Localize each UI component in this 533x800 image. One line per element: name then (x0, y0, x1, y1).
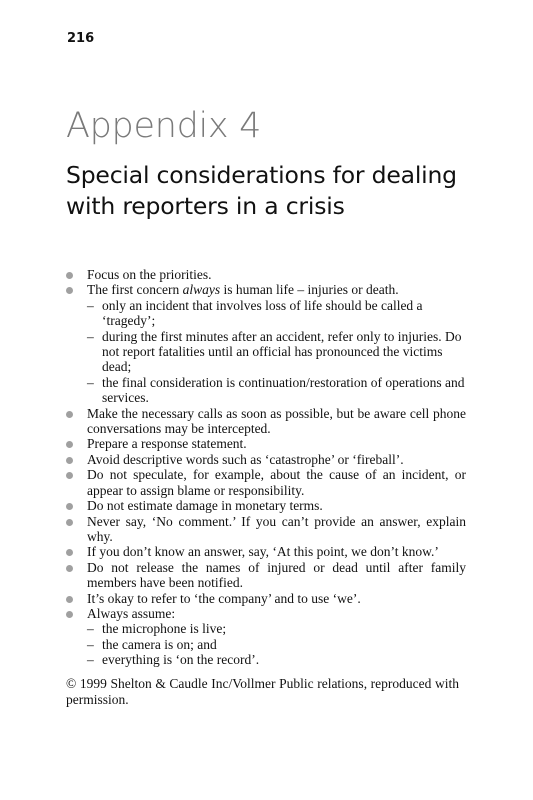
list-item (66, 452, 466, 467)
list-item-text: Never say, ‘No comment.’ If you can’t provide an answer, explain why. (87, 513, 466, 544)
list-item (66, 406, 466, 437)
list-item (66, 514, 466, 545)
bullet-icon (66, 272, 73, 279)
bullet-icon (66, 411, 73, 418)
list-item (66, 544, 466, 559)
list-item-text: Avoid descriptive words such as ‘catastrophe’ or ‘fireball’. (87, 451, 404, 467)
list-item-text: Do not release the names of injured or dead until after family members have been notified. (87, 559, 466, 591)
list-item-text: It’s okay to refer to ‘the company’ and to use ‘we’. (87, 590, 361, 606)
bullet-icon (66, 549, 73, 556)
dash-marker: – (87, 374, 94, 390)
emphasis: always (182, 282, 221, 298)
sub-list-item-text: during the first minutes after an accident, refer only to injuries. Do not report fatalities until an official has pronounced the victims dead; (102, 328, 462, 375)
list-item-text: If you don’t know an answer, say, ‘At this point, we don’t know.’ (87, 544, 439, 560)
list-item (66, 267, 466, 282)
chapter-title: Special considerations for dealing with reporters in a crisis (66, 161, 457, 220)
sub-list (87, 298, 466, 406)
bullet-icon (66, 519, 73, 526)
list-item (66, 282, 466, 405)
sub-list-item (87, 329, 466, 375)
list-item (66, 591, 466, 606)
page-number: 216 (67, 31, 95, 46)
list-item (66, 560, 466, 591)
dash-marker: – (87, 652, 94, 668)
list-item-text: Make the necessary calls as soon as possible, but be aware cell phone conversations may be intercepted. (87, 405, 466, 437)
sub-list-item (87, 298, 466, 329)
bullet-icon (66, 441, 73, 448)
list-item (66, 498, 466, 513)
list-item-text: Prepare a response statement. (87, 436, 247, 452)
bullet-icon (66, 457, 73, 464)
list-item (66, 467, 466, 498)
bullet-icon (66, 287, 73, 294)
list-item-text: The first concern always is human life – injuries or death. (87, 282, 399, 298)
bullet-icon (66, 472, 73, 479)
dash-marker: – (87, 328, 94, 344)
bullet-icon (66, 503, 73, 510)
sub-list-item-text: the final consideration is continuation/restoration of operations and services. (102, 374, 465, 406)
list-item-text: Focus on the priorities. (87, 267, 212, 282)
dash-marker: – (87, 297, 94, 313)
copyright-notice: © 1999 Shelton & Caudle Inc/Vollmer Public relations, reproduced with permission. (66, 676, 459, 707)
bullet-icon (66, 565, 73, 572)
sub-list-item-text: only an incident that involves loss of life should be called a ‘tragedy’; (102, 297, 423, 329)
sub-list-item-text: the microphone is live; (102, 621, 227, 637)
bullet-icon (66, 611, 73, 618)
sub-list-item (87, 652, 466, 667)
sub-list-item (87, 637, 466, 652)
list-item-text: Do not speculate, for example, about the cause of an incident, or appear to assign blame or responsibility. (87, 467, 466, 498)
appendix-label: Appendix 4 (66, 106, 262, 146)
bullet-icon (66, 596, 73, 603)
list-item-text: Always assume: (87, 605, 176, 621)
sub-list-item-text: everything is ‘on the record’. (102, 652, 260, 668)
dash-marker: – (87, 636, 94, 652)
list-item (66, 606, 466, 668)
dash-marker: – (87, 621, 94, 637)
sub-list-item (87, 375, 466, 406)
sub-list-item-text: the camera is on; and (102, 636, 217, 652)
considerations-list (66, 267, 466, 668)
sub-list (87, 621, 466, 667)
sub-list-item (87, 621, 466, 636)
list-item-text: Do not estimate damage in monetary terms. (87, 498, 323, 514)
list-item (66, 436, 466, 451)
